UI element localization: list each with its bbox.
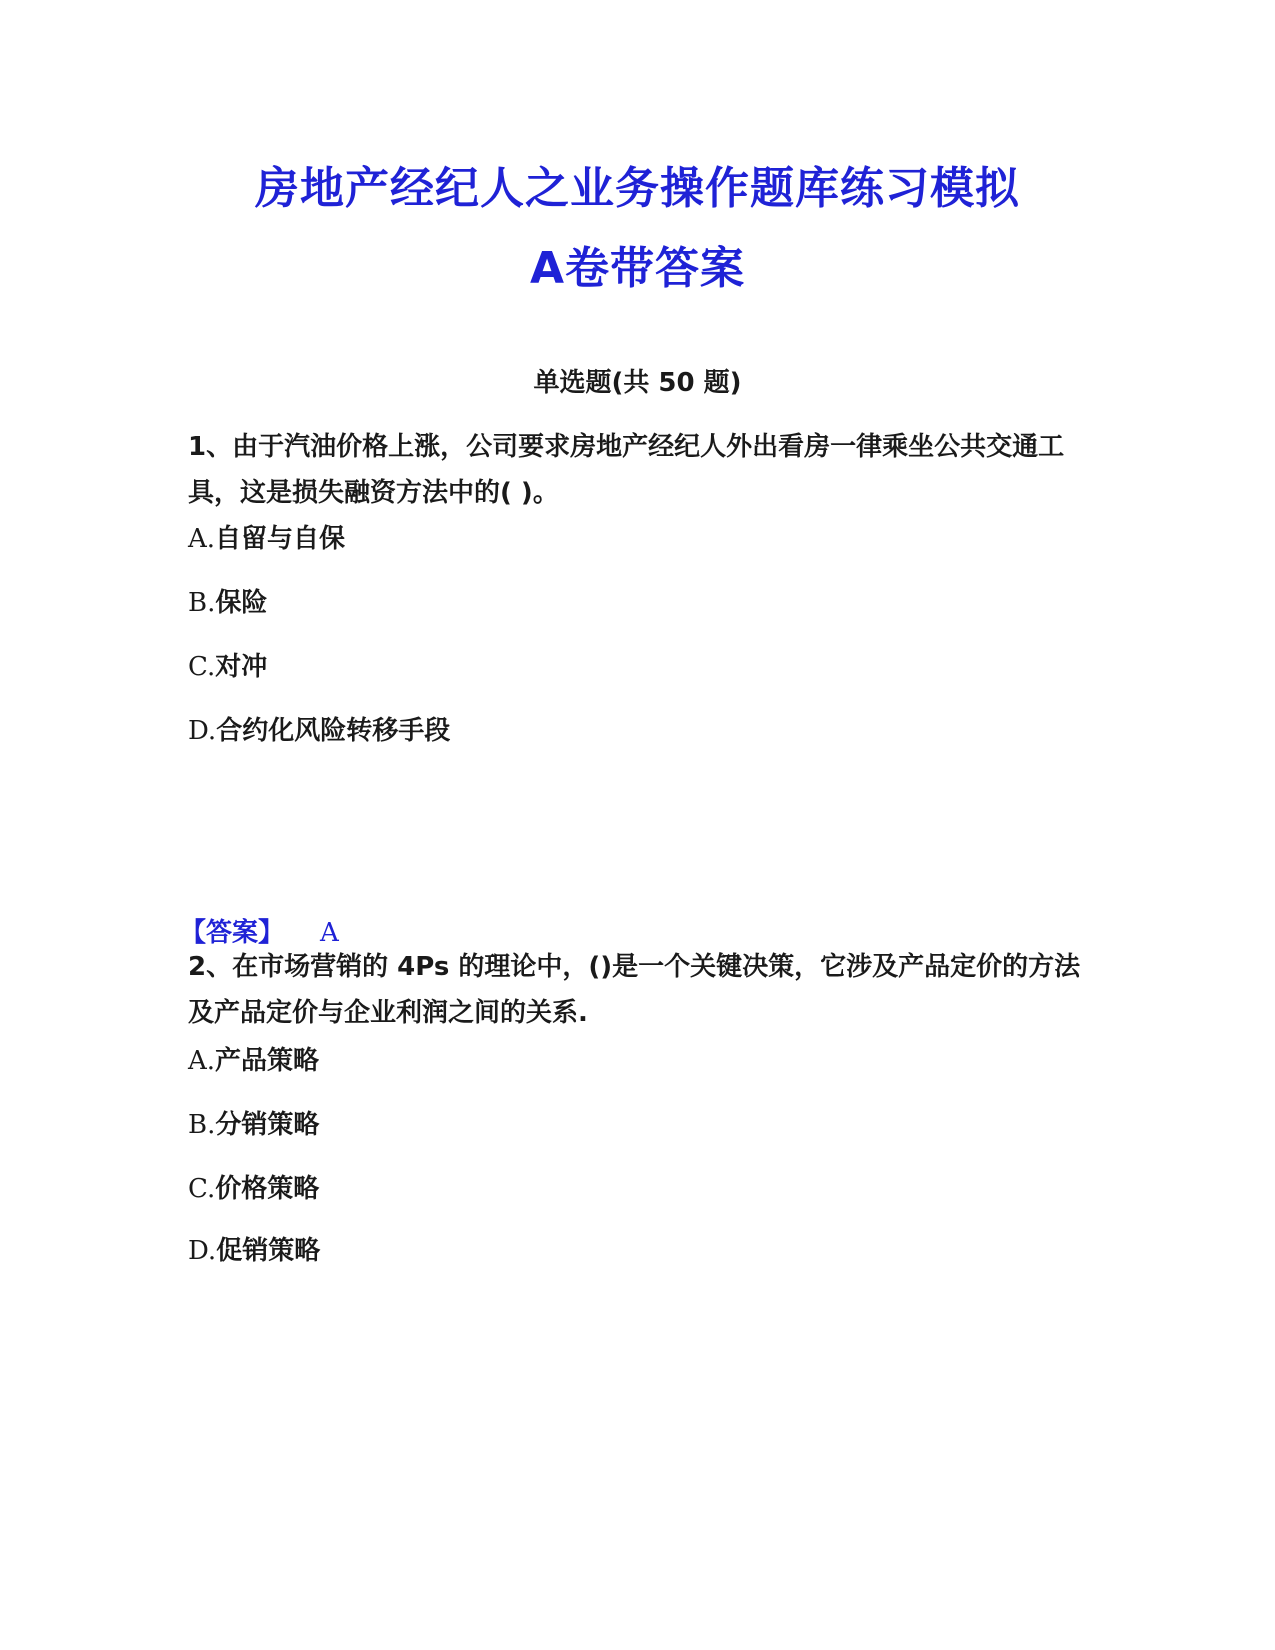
option-text: 对冲 [215, 652, 268, 682]
option-text: 促销策略 [216, 1236, 321, 1266]
option-letter: C. [188, 1174, 216, 1204]
option-text: 保险 [215, 588, 268, 618]
answer-tag: 【答案】 [180, 918, 285, 948]
document-title-line1: 房地产经纪人之业务操作题库练习模拟 [255, 163, 1020, 214]
option-text: 自留与自保 [215, 524, 346, 554]
question-2-stem: 2、在市场营销的 4Ps 的理论中，()是一个关键决策，它涉及产品定价的方法及产品定价与企业利润之间的关系. [188, 952, 1081, 1028]
option-letter: B. [188, 1110, 216, 1140]
question-1-stem: 1、由于汽油价格上涨，公司要求房地产经纪人外出看房一律乘坐公共交通工具，这是损失融资方法中的( )。 [188, 432, 1065, 508]
question-2-option-d [188, 1234, 320, 1268]
document-title-line2: A卷带答案 [529, 243, 746, 294]
question-2-option-c [188, 1172, 319, 1206]
option-letter: D. [188, 716, 217, 746]
question-1-option-a [188, 522, 345, 556]
option-text: 价格策略 [215, 1174, 320, 1204]
question-1-option-c [188, 650, 267, 684]
option-letter: B. [188, 588, 216, 618]
option-letter: A. [188, 1046, 216, 1076]
answer-value: A [320, 918, 339, 948]
option-letter: A. [188, 524, 216, 554]
option-text: 分销策略 [215, 1110, 320, 1140]
option-text: 产品策略 [215, 1046, 320, 1076]
question-1-option-d [188, 714, 450, 748]
question-1-option-b [188, 586, 267, 620]
section-heading: 单选题(共 50 题) [533, 368, 742, 398]
question-2-option-a [188, 1044, 319, 1078]
option-letter: C. [188, 652, 216, 682]
question-2-option-b [188, 1108, 319, 1142]
option-letter: D. [188, 1236, 217, 1266]
option-text: 合约化风险转移手段 [216, 716, 451, 746]
